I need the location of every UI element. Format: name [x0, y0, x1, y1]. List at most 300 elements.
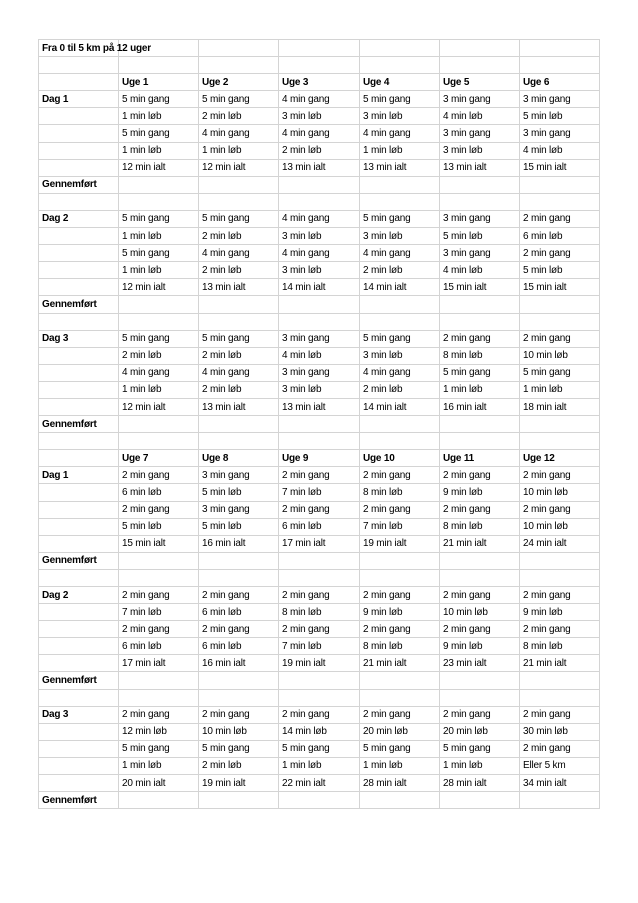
empty-cell [39, 347, 119, 364]
empty-cell [39, 193, 119, 210]
workout-cell: 3 min løb [279, 228, 360, 245]
week-header: Uge 6 [520, 74, 600, 91]
workout-cell: 6 min løb [279, 518, 360, 535]
workout-cell: 5 min gang [360, 330, 440, 347]
spacer-row [39, 57, 600, 74]
workout-cell: 2 min løb [199, 228, 279, 245]
completed-label: Gennemført [39, 552, 119, 569]
completed-row [39, 416, 600, 433]
empty-cell [39, 655, 119, 672]
table-row [39, 228, 600, 245]
completed-label: Gennemført [39, 416, 119, 433]
workout-cell: 4 min gang [279, 91, 360, 108]
workout-cell: 8 min løb [440, 518, 520, 535]
workout-cell: 2 min løb [199, 262, 279, 279]
workout-cell: 1 min løb [119, 142, 199, 159]
workout-cell: 2 min løb [119, 347, 199, 364]
workout-cell: 9 min løb [520, 604, 600, 621]
empty-cell [520, 296, 600, 313]
empty-cell [520, 176, 600, 193]
workout-cell: 2 min gang [520, 210, 600, 227]
table-row [39, 330, 600, 347]
workout-cell: 24 min ialt [520, 535, 600, 552]
workout-cell: 4 min gang [279, 245, 360, 262]
workout-cell: 2 min gang [360, 621, 440, 638]
empty-cell [360, 296, 440, 313]
workout-cell: 2 min gang [119, 587, 199, 604]
empty-cell [39, 757, 119, 774]
empty-cell [199, 176, 279, 193]
table-row [39, 638, 600, 655]
week-header: Uge 10 [360, 450, 440, 467]
empty-cell [39, 604, 119, 621]
empty-cell [440, 569, 520, 586]
workout-cell: 5 min gang [199, 740, 279, 757]
workout-cell: 20 min ialt [119, 775, 199, 792]
workout-cell: 3 min løb [360, 228, 440, 245]
empty-cell [279, 416, 360, 433]
workout-cell: 4 min gang [279, 210, 360, 227]
empty-cell [119, 193, 199, 210]
workout-cell: 5 min gang [279, 740, 360, 757]
empty-cell [520, 792, 600, 809]
workout-cell: 13 min ialt [279, 159, 360, 176]
empty-cell [39, 313, 119, 330]
workout-cell: 13 min ialt [440, 159, 520, 176]
workout-cell: 5 min gang [440, 364, 520, 381]
table-row [39, 142, 600, 159]
workout-cell: 5 min løb [440, 228, 520, 245]
empty-cell [119, 433, 199, 450]
workout-cell: 5 min gang [199, 91, 279, 108]
empty-cell [440, 193, 520, 210]
workout-cell: 2 min gang [199, 621, 279, 638]
workout-cell: 6 min løb [119, 638, 199, 655]
empty-cell [39, 484, 119, 501]
workout-cell: 2 min løb [199, 347, 279, 364]
table-row [39, 518, 600, 535]
table-row [39, 262, 600, 279]
workout-cell: 1 min løb [119, 757, 199, 774]
workout-cell: 5 min gang [360, 210, 440, 227]
empty-cell [360, 176, 440, 193]
workout-cell: 3 min løb [279, 262, 360, 279]
table-row [39, 91, 600, 108]
workout-cell: 3 min gang [440, 125, 520, 142]
workout-cell: 9 min løb [440, 638, 520, 655]
empty-cell [39, 381, 119, 398]
table-row [39, 381, 600, 398]
workout-cell: 15 min ialt [520, 279, 600, 296]
empty-cell [279, 672, 360, 689]
workout-cell: 3 min løb [440, 142, 520, 159]
workout-cell: 5 min løb [119, 518, 199, 535]
table-row [39, 587, 600, 604]
workout-cell: 12 min løb [119, 723, 199, 740]
completed-row [39, 296, 600, 313]
spacer-row [39, 569, 600, 586]
empty-cell [440, 296, 520, 313]
empty-cell [39, 57, 119, 74]
empty-cell [279, 313, 360, 330]
workout-cell: 2 min gang [199, 706, 279, 723]
table-row [39, 347, 600, 364]
workout-cell: 4 min løb [520, 142, 600, 159]
empty-cell [360, 689, 440, 706]
table-row [39, 279, 600, 296]
week-header: Uge 3 [279, 74, 360, 91]
empty-cell [39, 689, 119, 706]
empty-cell [39, 398, 119, 415]
workout-cell: 5 min gang [119, 91, 199, 108]
workout-cell: 4 min løb [440, 108, 520, 125]
empty-cell [199, 313, 279, 330]
empty-cell [39, 228, 119, 245]
empty-cell [199, 416, 279, 433]
empty-cell [119, 552, 199, 569]
empty-cell [39, 535, 119, 552]
workout-cell: 22 min ialt [279, 775, 360, 792]
workout-cell: 2 min gang [119, 621, 199, 638]
training-plan-table [38, 39, 600, 809]
table-row [39, 655, 600, 672]
workout-cell: 2 min gang [440, 330, 520, 347]
workout-cell: 2 min gang [440, 621, 520, 638]
workout-cell: 2 min gang [279, 621, 360, 638]
empty-cell [279, 569, 360, 586]
week-header: Uge 8 [199, 450, 279, 467]
workout-cell: 5 min løb [199, 484, 279, 501]
empty-cell [119, 313, 199, 330]
workout-cell: 12 min ialt [119, 159, 199, 176]
completed-row [39, 792, 600, 809]
workout-cell: 5 min gang [360, 740, 440, 757]
workout-cell: 21 min ialt [520, 655, 600, 672]
empty-cell [360, 552, 440, 569]
week-header: Uge 11 [440, 450, 520, 467]
workout-cell: 4 min gang [279, 125, 360, 142]
table-row [39, 740, 600, 757]
workout-cell: 7 min løb [279, 484, 360, 501]
workout-cell: 15 min ialt [520, 159, 600, 176]
empty-cell [119, 689, 199, 706]
workout-cell: 2 min gang [360, 467, 440, 484]
empty-cell [39, 108, 119, 125]
table-row [39, 364, 600, 381]
workout-cell: 5 min gang [119, 245, 199, 262]
table-row [39, 757, 600, 774]
workout-cell: 2 min løb [360, 381, 440, 398]
day-label: Dag 1 [39, 91, 119, 108]
workout-cell: 15 min ialt [119, 535, 199, 552]
table-row [39, 621, 600, 638]
workout-cell: 2 min løb [360, 262, 440, 279]
empty-cell [440, 40, 520, 57]
workout-cell: 4 min gang [360, 125, 440, 142]
workout-cell: 12 min ialt [119, 279, 199, 296]
workout-cell: 2 min gang [520, 467, 600, 484]
workout-cell: 2 min gang [440, 587, 520, 604]
empty-cell [39, 723, 119, 740]
empty-cell [520, 193, 600, 210]
workout-cell: 19 min ialt [360, 535, 440, 552]
empty-cell [279, 552, 360, 569]
week-header: Uge 5 [440, 74, 520, 91]
empty-cell [39, 775, 119, 792]
workout-cell: 4 min gang [199, 364, 279, 381]
empty-cell [360, 433, 440, 450]
workout-cell: 8 min løb [360, 484, 440, 501]
completed-row [39, 552, 600, 569]
empty-cell [119, 792, 199, 809]
empty-cell [199, 433, 279, 450]
workout-cell: 3 min gang [199, 467, 279, 484]
workout-cell: 13 min ialt [199, 398, 279, 415]
workout-cell: 2 min gang [520, 245, 600, 262]
workout-cell: 10 min løb [520, 484, 600, 501]
workout-cell: 14 min løb [279, 723, 360, 740]
table-row [39, 775, 600, 792]
empty-cell [360, 792, 440, 809]
workout-cell: 3 min løb [279, 108, 360, 125]
workout-cell: 17 min ialt [279, 535, 360, 552]
workout-cell: 5 min gang [119, 210, 199, 227]
empty-cell [440, 792, 520, 809]
empty-cell [199, 296, 279, 313]
empty-cell [39, 501, 119, 518]
workout-cell: 5 min løb [520, 108, 600, 125]
workout-cell: 1 min løb [360, 757, 440, 774]
completed-row [39, 176, 600, 193]
empty-cell [360, 193, 440, 210]
workout-cell: 4 min gang [360, 364, 440, 381]
completed-row [39, 672, 600, 689]
week-header: Uge 9 [279, 450, 360, 467]
table-row [39, 604, 600, 621]
workout-cell: 5 min gang [440, 740, 520, 757]
empty-cell [39, 621, 119, 638]
workout-cell: 14 min ialt [360, 279, 440, 296]
workout-cell: 2 min gang [520, 587, 600, 604]
workout-cell: 19 min ialt [279, 655, 360, 672]
table-row [39, 484, 600, 501]
workout-cell: 2 min gang [520, 706, 600, 723]
day-label: Dag 3 [39, 706, 119, 723]
workout-cell: 12 min ialt [119, 398, 199, 415]
workout-cell: 8 min løb [520, 638, 600, 655]
empty-cell [520, 416, 600, 433]
empty-cell [279, 40, 360, 57]
table-row [39, 245, 600, 262]
workout-cell: 10 min løb [440, 604, 520, 621]
spacer-row [39, 313, 600, 330]
empty-cell [360, 313, 440, 330]
workout-cell: 1 min løb [119, 381, 199, 398]
workout-cell: 1 min løb [279, 757, 360, 774]
empty-cell [520, 672, 600, 689]
completed-label: Gennemført [39, 296, 119, 313]
workout-cell: 3 min løb [360, 347, 440, 364]
workout-cell: 4 min gang [199, 125, 279, 142]
workout-cell: 2 min gang [520, 621, 600, 638]
workout-cell: 20 min løb [360, 723, 440, 740]
empty-cell [39, 262, 119, 279]
workout-cell: 3 min gang [279, 364, 360, 381]
workout-cell: 4 min løb [279, 347, 360, 364]
empty-cell [39, 245, 119, 262]
workout-cell: 13 min ialt [360, 159, 440, 176]
week-header-row [39, 450, 600, 467]
empty-cell [119, 57, 199, 74]
workout-cell: 2 min gang [119, 706, 199, 723]
workout-cell: 9 min løb [440, 484, 520, 501]
empty-cell [360, 57, 440, 74]
empty-cell [39, 450, 119, 467]
workout-cell: 2 min gang [279, 587, 360, 604]
workout-cell: 2 min gang [279, 467, 360, 484]
workout-cell: 8 min løb [279, 604, 360, 621]
spacer-row [39, 689, 600, 706]
workout-cell: 20 min løb [440, 723, 520, 740]
empty-cell [360, 569, 440, 586]
workout-cell: 3 min gang [440, 91, 520, 108]
workout-cell: 2 min gang [360, 501, 440, 518]
empty-cell [39, 740, 119, 757]
workout-cell: 4 min løb [440, 262, 520, 279]
workout-cell: 2 min gang [440, 501, 520, 518]
workout-cell: 30 min løb [520, 723, 600, 740]
workout-cell: 2 min gang [279, 501, 360, 518]
workout-cell: 5 min gang [119, 330, 199, 347]
empty-cell [520, 433, 600, 450]
workout-cell: Eller 5 km [520, 757, 600, 774]
workout-cell: 19 min ialt [199, 775, 279, 792]
empty-cell [199, 672, 279, 689]
workout-cell: 7 min løb [360, 518, 440, 535]
workout-cell: 7 min løb [279, 638, 360, 655]
workout-cell: 1 min løb [119, 228, 199, 245]
workout-cell: 16 min ialt [440, 398, 520, 415]
completed-label: Gennemført [39, 672, 119, 689]
empty-cell [39, 518, 119, 535]
workout-cell: 8 min løb [360, 638, 440, 655]
day-label: Dag 2 [39, 210, 119, 227]
empty-cell [279, 296, 360, 313]
empty-cell [360, 416, 440, 433]
title-row [39, 40, 600, 57]
workout-cell: 2 min løb [199, 108, 279, 125]
workout-cell: 28 min ialt [360, 775, 440, 792]
empty-cell [440, 672, 520, 689]
completed-label: Gennemført [39, 176, 119, 193]
workout-cell: 1 min løb [199, 142, 279, 159]
empty-cell [119, 296, 199, 313]
training-plan-body [39, 40, 600, 809]
empty-cell [520, 57, 600, 74]
workout-cell: 6 min løb [520, 228, 600, 245]
workout-cell: 10 min løb [520, 518, 600, 535]
spacer-row [39, 433, 600, 450]
day-label: Dag 2 [39, 587, 119, 604]
workout-cell: 1 min løb [520, 381, 600, 398]
empty-cell [440, 57, 520, 74]
workout-cell: 2 min gang [520, 740, 600, 757]
table-row [39, 706, 600, 723]
workout-cell: 5 min gang [199, 330, 279, 347]
table-row [39, 108, 600, 125]
week-header-row [39, 74, 600, 91]
empty-cell [39, 364, 119, 381]
week-header: Uge 12 [520, 450, 600, 467]
workout-cell: 1 min løb [440, 381, 520, 398]
empty-cell [39, 142, 119, 159]
workout-cell: 3 min gang [199, 501, 279, 518]
empty-cell [119, 416, 199, 433]
empty-cell [279, 792, 360, 809]
empty-cell [440, 433, 520, 450]
workout-cell: 3 min gang [520, 125, 600, 142]
workout-cell: 18 min ialt [520, 398, 600, 415]
workout-cell: 4 min gang [199, 245, 279, 262]
week-header: Uge 7 [119, 450, 199, 467]
empty-cell [199, 40, 279, 57]
workout-cell: 2 min gang [520, 330, 600, 347]
workout-cell: 2 min gang [119, 467, 199, 484]
table-row [39, 125, 600, 142]
workout-cell: 3 min gang [440, 210, 520, 227]
empty-cell [279, 176, 360, 193]
empty-cell [119, 176, 199, 193]
workout-cell: 21 min ialt [440, 535, 520, 552]
empty-cell [440, 689, 520, 706]
empty-cell [520, 552, 600, 569]
spacer-row [39, 193, 600, 210]
empty-cell [279, 433, 360, 450]
workout-cell: 5 min gang [360, 91, 440, 108]
empty-cell [279, 689, 360, 706]
day-label: Dag 3 [39, 330, 119, 347]
workout-cell: 2 min løb [199, 381, 279, 398]
table-row [39, 467, 600, 484]
workout-cell: 4 min gang [360, 245, 440, 262]
workout-cell: 13 min ialt [279, 398, 360, 415]
table-row [39, 398, 600, 415]
workout-cell: 21 min ialt [360, 655, 440, 672]
empty-cell [440, 416, 520, 433]
day-label: Dag 1 [39, 467, 119, 484]
table-row [39, 159, 600, 176]
workout-cell: 2 min gang [520, 501, 600, 518]
workout-cell: 9 min løb [360, 604, 440, 621]
workout-cell: 5 min løb [520, 262, 600, 279]
empty-cell [39, 638, 119, 655]
workout-cell: 2 min gang [360, 587, 440, 604]
empty-cell [39, 159, 119, 176]
workout-cell: 5 min gang [520, 364, 600, 381]
table-row [39, 535, 600, 552]
workout-cell: 2 min gang [440, 706, 520, 723]
workout-cell: 2 min gang [440, 467, 520, 484]
workout-cell: 15 min ialt [440, 279, 520, 296]
workout-cell: 2 min gang [199, 587, 279, 604]
week-header: Uge 1 [119, 74, 199, 91]
workout-cell: 17 min ialt [119, 655, 199, 672]
workout-cell: 6 min løb [199, 604, 279, 621]
empty-cell [440, 313, 520, 330]
workout-cell: 5 min gang [199, 210, 279, 227]
workout-cell: 2 min gang [119, 501, 199, 518]
empty-cell [199, 552, 279, 569]
